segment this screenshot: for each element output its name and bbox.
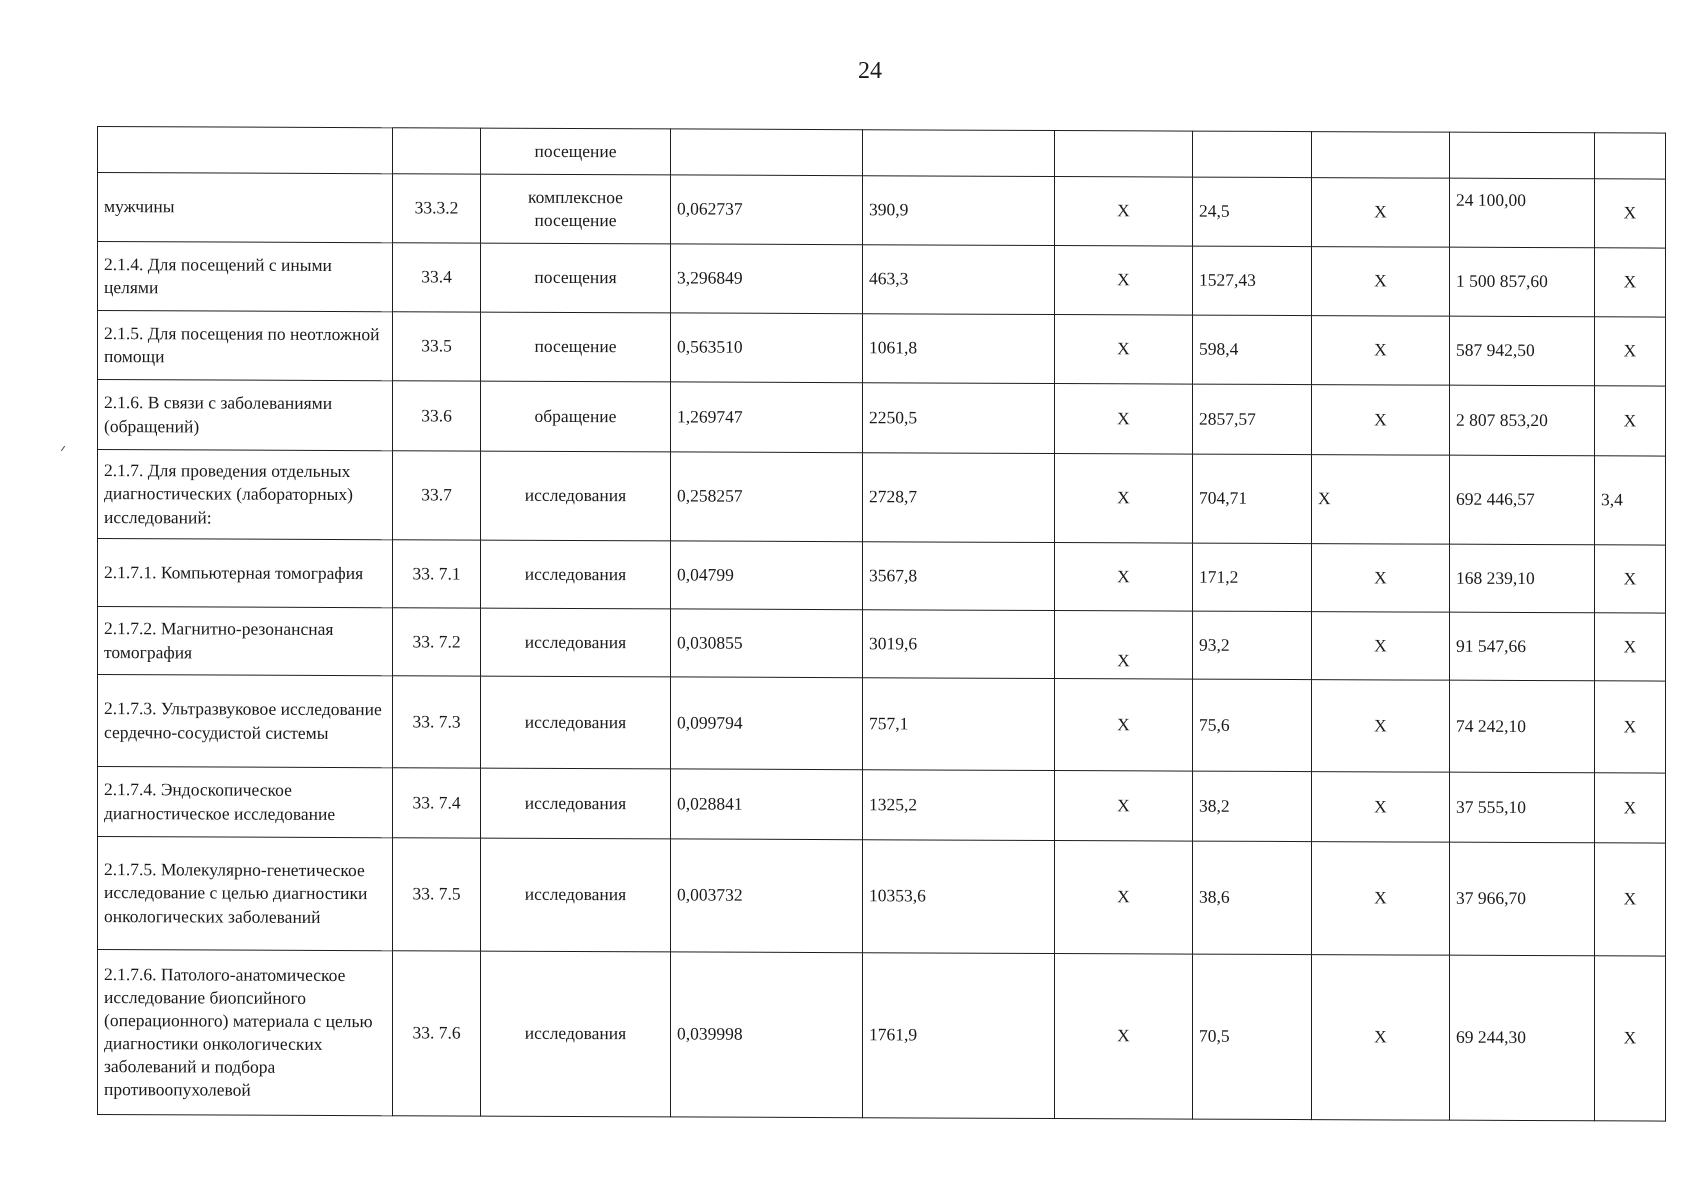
cell-c5: 2728,7 <box>863 453 1055 543</box>
cell-c5: 757,1 <box>863 678 1055 771</box>
cell-c8: Х <box>1312 247 1450 317</box>
cell-c9: 37 966,70 <box>1450 842 1595 956</box>
cell-c4: 0,039998 <box>671 952 863 1118</box>
cell-code: 33.3.2 <box>393 174 481 243</box>
cell-c9: 692 446,57 <box>1450 455 1595 545</box>
table-row <box>98 675 1666 774</box>
cell-c7: 93,2 <box>1193 611 1312 679</box>
page-number: 24 <box>858 58 882 84</box>
cell-code: 33. 7.1 <box>393 540 481 608</box>
cell-unit: исследования <box>481 451 671 541</box>
cell-name: 2.1.7.2. Магнитно-резонансная томография <box>98 607 393 676</box>
cell-c7: 1527,43 <box>1193 246 1312 315</box>
cell-c8: Х <box>1312 316 1450 386</box>
cell-c5 <box>863 130 1055 177</box>
cell-c7: 38,6 <box>1193 841 1312 954</box>
cell-code: 33.4 <box>393 243 481 312</box>
table-row <box>98 607 1666 682</box>
cell-name: 2.1.7.6. Патолого-анатомическое исследование биопсийного (операционного) материала с целью диагностики онкологических заболеваний и подбора противоопухолевой <box>98 950 393 1116</box>
tariff-table <box>97 126 1666 1122</box>
cell-c6: Х <box>1055 954 1193 1120</box>
cell-code: 33. 7.2 <box>393 608 481 676</box>
cell-c7: 598,4 <box>1193 315 1312 384</box>
cell-c8: Х <box>1312 680 1450 773</box>
cell-c7: 38,2 <box>1193 771 1312 841</box>
cell-c10: Х <box>1595 248 1666 317</box>
cell-c4: 0,563510 <box>671 313 863 383</box>
cell-c10: Х <box>1595 681 1666 773</box>
cell-c10: Х <box>1595 545 1666 613</box>
cell-c5: 1325,2 <box>863 770 1055 841</box>
cell-unit: исследования <box>481 540 671 609</box>
cell-c10: Х <box>1595 956 1666 1121</box>
cell-c8: Х <box>1312 955 1450 1121</box>
cell-c8: Х <box>1312 612 1450 681</box>
cell-unit: посещение <box>481 128 671 175</box>
cell-c4: 0,04799 <box>671 541 863 610</box>
cell-c7: 171,2 <box>1193 543 1312 611</box>
cell-c7: 24,5 <box>1193 177 1312 246</box>
cell-c4: 0,030855 <box>671 609 863 678</box>
cell-name: 2.1.6. В связи с заболеваниями (обращений) <box>98 380 393 451</box>
cell-c7: 2857,57 <box>1193 384 1312 454</box>
cell-c10: Х <box>1595 613 1666 681</box>
cell-unit: посещение <box>481 312 671 382</box>
cell-c6 <box>1055 131 1193 178</box>
cell-c5: 3019,6 <box>863 610 1055 679</box>
cell-c5: 2250,5 <box>863 383 1055 454</box>
cell-c7 <box>1193 131 1312 177</box>
cell-c5: 3567,8 <box>863 542 1055 611</box>
cell-c4: 0,028841 <box>671 769 863 840</box>
cell-c6: Х <box>1055 454 1193 544</box>
cell-code: 33.5 <box>393 312 481 381</box>
cell-c6: Х <box>1055 384 1193 455</box>
cell-name <box>98 127 393 174</box>
cell-name: мужчины <box>98 173 393 243</box>
cell-name: 2.1.7.4. Эндоскопическое диагностическое исследование <box>98 767 393 838</box>
cell-c6: Х <box>1055 679 1193 772</box>
cell-c9: 91 547,66 <box>1450 612 1595 681</box>
cell-c10: Х <box>1595 843 1666 956</box>
cell-unit: исследования <box>481 768 671 839</box>
cell-name: 2.1.7.1. Компьютерная томография <box>98 539 393 608</box>
cell-c6: Х <box>1055 177 1193 247</box>
cell-code: 33.7 <box>393 451 481 540</box>
table-row <box>98 837 1666 957</box>
cell-name: 2.1.7.5. Молекулярно-генетическое исследование с целью диагностики онкологических заболеваний <box>98 837 393 951</box>
table-row <box>98 450 1666 546</box>
table-row <box>98 173 1666 249</box>
cell-c6: Х <box>1055 246 1193 316</box>
table-row <box>98 311 1666 387</box>
cell-unit: обращение <box>481 381 671 452</box>
cell-c8: Х <box>1312 178 1450 248</box>
table-row <box>98 242 1666 318</box>
cell-name: 2.1.7. Для проведения отдельных диагностических (лабораторных) исследований: <box>98 450 393 540</box>
cell-code <box>393 128 481 174</box>
cell-c10: Х <box>1595 179 1666 248</box>
cell-c6: Х <box>1055 611 1193 680</box>
cell-c6: Х <box>1055 315 1193 385</box>
cell-c5: 1061,8 <box>863 314 1055 384</box>
cell-c4: 0,003732 <box>671 839 863 953</box>
cell-name: 2.1.7.3. Ультразвуковое исследование сердечно-сосудистой системы <box>98 675 393 768</box>
cell-c7: 75,6 <box>1193 679 1312 771</box>
cell-c10 <box>1595 133 1666 179</box>
cell-c4 <box>671 129 863 176</box>
cell-c6: Х <box>1055 543 1193 612</box>
scan-mark <box>61 446 65 451</box>
cell-code: 33. 7.5 <box>393 838 481 951</box>
cell-unit: посещения <box>481 243 671 313</box>
cell-c10: Х <box>1595 317 1666 386</box>
cell-c6: Х <box>1055 841 1193 955</box>
cell-c4: 0,258257 <box>671 452 863 542</box>
table-row <box>98 950 1666 1122</box>
cell-c4: 3,296849 <box>671 244 863 314</box>
cell-c5: 10353,6 <box>863 840 1055 954</box>
cell-c4: 1,269747 <box>671 382 863 453</box>
cell-c10: 3,4 <box>1595 456 1666 545</box>
cell-unit: исследования <box>481 676 671 769</box>
cell-code: 33. 7.4 <box>393 768 481 838</box>
cell-c8: Х <box>1312 842 1450 956</box>
cell-code: 33.6 <box>393 381 481 451</box>
cell-unit: исследования <box>481 838 671 952</box>
cell-c9: 587 942,50 <box>1450 316 1595 386</box>
cell-c9: 2 807 853,20 <box>1450 385 1595 456</box>
cell-c4: 0,062737 <box>671 175 863 245</box>
cell-c8: Х <box>1312 385 1450 456</box>
cell-c7: 70,5 <box>1193 954 1312 1119</box>
cell-c5: 463,3 <box>863 245 1055 315</box>
cell-c5: 1761,9 <box>863 953 1055 1119</box>
cell-code: 33. 7.6 <box>393 951 481 1116</box>
cell-c9: 69 244,30 <box>1450 955 1595 1121</box>
cell-c10: Х <box>1595 386 1666 456</box>
cell-c8: Х <box>1312 772 1450 843</box>
cell-c8 <box>1312 132 1450 179</box>
table-row <box>98 539 1666 614</box>
cell-unit: комплексное посещение <box>481 174 671 244</box>
cell-c9: 74 242,10 <box>1450 680 1595 773</box>
cell-unit: исследования <box>481 608 671 677</box>
cell-c9: 1 500 857,60 <box>1450 247 1595 317</box>
cell-c9: 37 555,10 <box>1450 772 1595 843</box>
cell-c5: 390,9 <box>863 176 1055 246</box>
cell-c10: Х <box>1595 773 1666 843</box>
cell-c9 <box>1450 132 1595 179</box>
cell-c6: Х <box>1055 771 1193 842</box>
cell-name: 2.1.5. Для посещения по неотложной помощи <box>98 311 393 381</box>
cell-code: 33. 7.3 <box>393 676 481 768</box>
cell-c9: 168 239,10 <box>1450 544 1595 613</box>
cell-name: 2.1.4. Для посещений с иными целями <box>98 242 393 312</box>
cell-unit: исследования <box>481 951 671 1117</box>
cell-c9: 24 100,00 <box>1450 178 1595 248</box>
table-row <box>98 380 1666 457</box>
cell-c7: 704,71 <box>1193 454 1312 543</box>
cell-c8: Х <box>1312 455 1450 545</box>
cell-c8: Х <box>1312 544 1450 613</box>
cell-c4: 0,099794 <box>671 677 863 770</box>
table-row <box>98 127 1666 180</box>
table-row <box>98 767 1666 844</box>
